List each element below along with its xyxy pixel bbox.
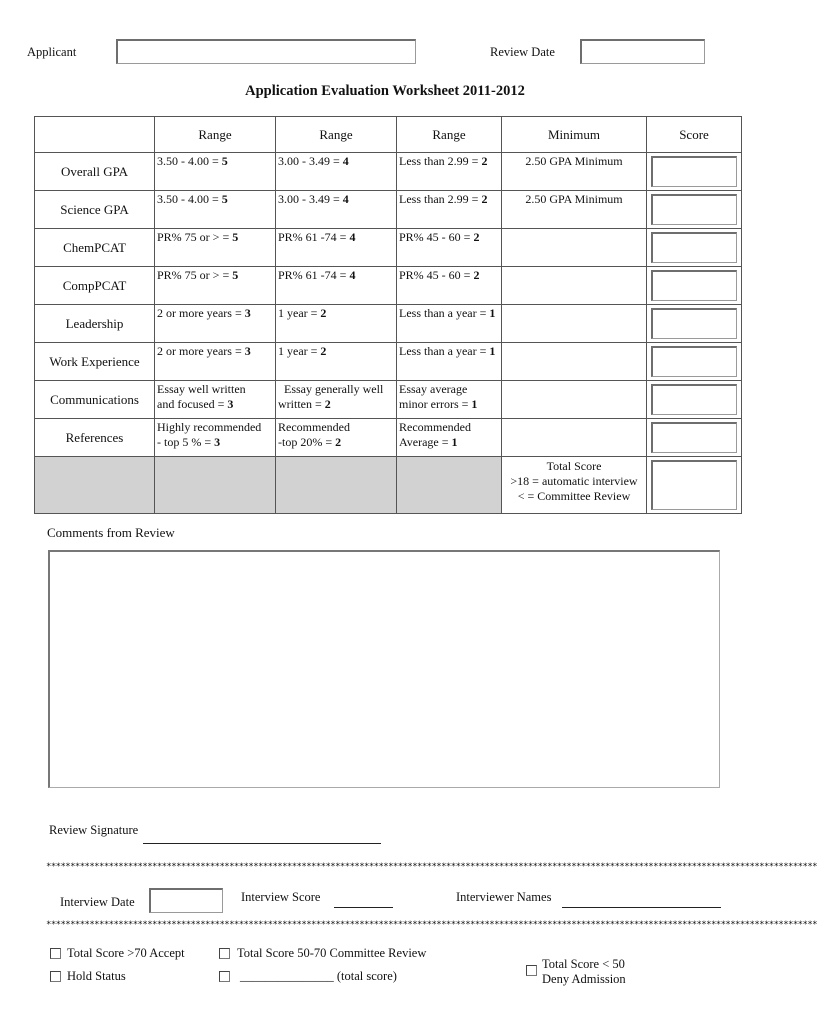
header-range-3: Range xyxy=(397,117,502,153)
range-cell: 1 year = 2 xyxy=(276,305,397,343)
evaluation-table xyxy=(34,116,742,514)
interview-score-label: Interview Score xyxy=(241,890,321,904)
total-score-checkbox[interactable] xyxy=(219,971,230,982)
score-input[interactable] xyxy=(651,308,737,339)
row-category: Communications xyxy=(35,381,155,419)
total-score-blank-label: _______________ (total score) xyxy=(240,969,397,983)
table-row xyxy=(35,419,742,457)
score-input[interactable] xyxy=(651,194,737,225)
row-category: ChemPCAT xyxy=(35,229,155,267)
accept-label: Total Score >70 Accept xyxy=(67,946,185,960)
score-input[interactable] xyxy=(651,422,737,453)
applicant-label: Applicant xyxy=(27,45,77,59)
interview-score-line[interactable] xyxy=(334,893,393,908)
table-row xyxy=(35,267,742,305)
page-title: Application Evaluation Worksheet 2011-2012 xyxy=(245,83,525,99)
range-cell: PR% 45 - 60 = 2 xyxy=(397,267,502,305)
minimum-cell xyxy=(502,381,647,419)
review-signature-line[interactable] xyxy=(143,830,381,844)
separator: **************************************************************************************************************************************************************** xyxy=(46,862,817,872)
total-row xyxy=(35,457,742,514)
interviewer-names-line[interactable] xyxy=(562,893,721,908)
minimum-cell: 2.50 GPA Minimum xyxy=(502,191,647,229)
review-date-input[interactable] xyxy=(580,39,705,64)
range-cell: Highly recommended - top 5 % = 3 xyxy=(155,419,276,457)
committee-review-label: Total Score 50-70 Committee Review xyxy=(237,946,427,960)
table-row xyxy=(35,153,742,191)
range-cell: PR% 61 -74 = 4 xyxy=(276,267,397,305)
row-category: Work Experience xyxy=(35,343,155,381)
table-row xyxy=(35,381,742,419)
header-minimum: Minimum xyxy=(502,117,647,153)
review-signature-label: Review Signature xyxy=(49,823,139,837)
table-row xyxy=(35,229,742,267)
shaded-cell xyxy=(276,457,397,514)
score-input[interactable] xyxy=(651,270,737,301)
range-cell: 3.50 - 4.00 = 5 xyxy=(155,153,276,191)
deny-admission-checkbox[interactable] xyxy=(526,965,537,976)
range-cell: PR% 61 -74 = 4 xyxy=(276,229,397,267)
score-cell xyxy=(647,229,742,267)
range-cell: 2 or more years = 3 xyxy=(155,305,276,343)
score-cell xyxy=(647,381,742,419)
range-cell: Less than a year = 1 xyxy=(397,343,502,381)
range-cell: 1 year = 2 xyxy=(276,343,397,381)
table-header-row xyxy=(35,117,742,153)
minimum-cell: 2.50 GPA Minimum xyxy=(502,153,647,191)
separator: **************************************************************************************************************************************************************** xyxy=(46,920,817,930)
score-input[interactable] xyxy=(651,232,737,263)
range-cell: PR% 75 or > = 5 xyxy=(155,267,276,305)
range-cell: Essay average minor errors = 1 xyxy=(397,381,502,419)
hold-status-label: Hold Status xyxy=(67,969,126,983)
range-cell: 3.00 - 3.49 = 4 xyxy=(276,153,397,191)
interviewer-names-label: Interviewer Names xyxy=(456,890,552,904)
score-input[interactable] xyxy=(651,384,737,415)
deny-admission-label: Total Score < 50 Deny Admission xyxy=(542,957,626,986)
score-cell xyxy=(647,343,742,381)
range-cell: PR% 45 - 60 = 2 xyxy=(397,229,502,267)
score-input[interactable] xyxy=(651,346,737,377)
accept-checkbox[interactable] xyxy=(50,948,61,959)
range-cell: 3.50 - 4.00 = 5 xyxy=(155,191,276,229)
range-cell: 3.00 - 3.49 = 4 xyxy=(276,191,397,229)
minimum-cell xyxy=(502,419,647,457)
range-cell: Essay well written and focused = 3 xyxy=(155,381,276,419)
total-score-description: Total Score >18 = automatic interview < = Committee Review xyxy=(502,457,647,514)
range-cell: 2 or more years = 3 xyxy=(155,343,276,381)
row-category: Overall GPA xyxy=(35,153,155,191)
interview-date-input[interactable] xyxy=(149,888,223,913)
table-row xyxy=(35,191,742,229)
range-cell: Essay generally well written = 2 xyxy=(276,381,397,419)
shaded-cell xyxy=(397,457,502,514)
score-cell xyxy=(647,419,742,457)
range-cell: Recommended -top 20% = 2 xyxy=(276,419,397,457)
header-score: Score xyxy=(647,117,742,153)
range-cell: Less than 2.99 = 2 xyxy=(397,191,502,229)
row-category: Leadership xyxy=(35,305,155,343)
row-category: CompPCAT xyxy=(35,267,155,305)
comments-label: Comments from Review xyxy=(47,525,175,540)
interview-date-label: Interview Date xyxy=(60,895,135,909)
row-category: References xyxy=(35,419,155,457)
committee-review-checkbox[interactable] xyxy=(219,948,230,959)
range-cell: Less than a year = 1 xyxy=(397,305,502,343)
score-cell xyxy=(647,191,742,229)
header-category xyxy=(35,117,155,153)
row-category: Science GPA xyxy=(35,191,155,229)
total-score-input[interactable] xyxy=(651,460,737,510)
review-date-label: Review Date xyxy=(490,45,555,59)
total-score-cell xyxy=(647,457,742,514)
range-cell: PR% 75 or > = 5 xyxy=(155,229,276,267)
score-input[interactable] xyxy=(651,156,737,187)
hold-status-checkbox[interactable] xyxy=(50,971,61,982)
minimum-cell xyxy=(502,229,647,267)
shaded-cell xyxy=(155,457,276,514)
range-cell: Recommended Average = 1 xyxy=(397,419,502,457)
header-range-1: Range xyxy=(155,117,276,153)
header-range-2: Range xyxy=(276,117,397,153)
comments-textarea[interactable] xyxy=(48,550,720,788)
score-cell xyxy=(647,153,742,191)
minimum-cell xyxy=(502,343,647,381)
score-cell xyxy=(647,305,742,343)
range-cell: Less than 2.99 = 2 xyxy=(397,153,502,191)
score-cell xyxy=(647,267,742,305)
minimum-cell xyxy=(502,267,647,305)
minimum-cell xyxy=(502,305,647,343)
applicant-input[interactable] xyxy=(116,39,416,64)
table-row xyxy=(35,305,742,343)
shaded-cell xyxy=(35,457,155,514)
table-row xyxy=(35,343,742,381)
